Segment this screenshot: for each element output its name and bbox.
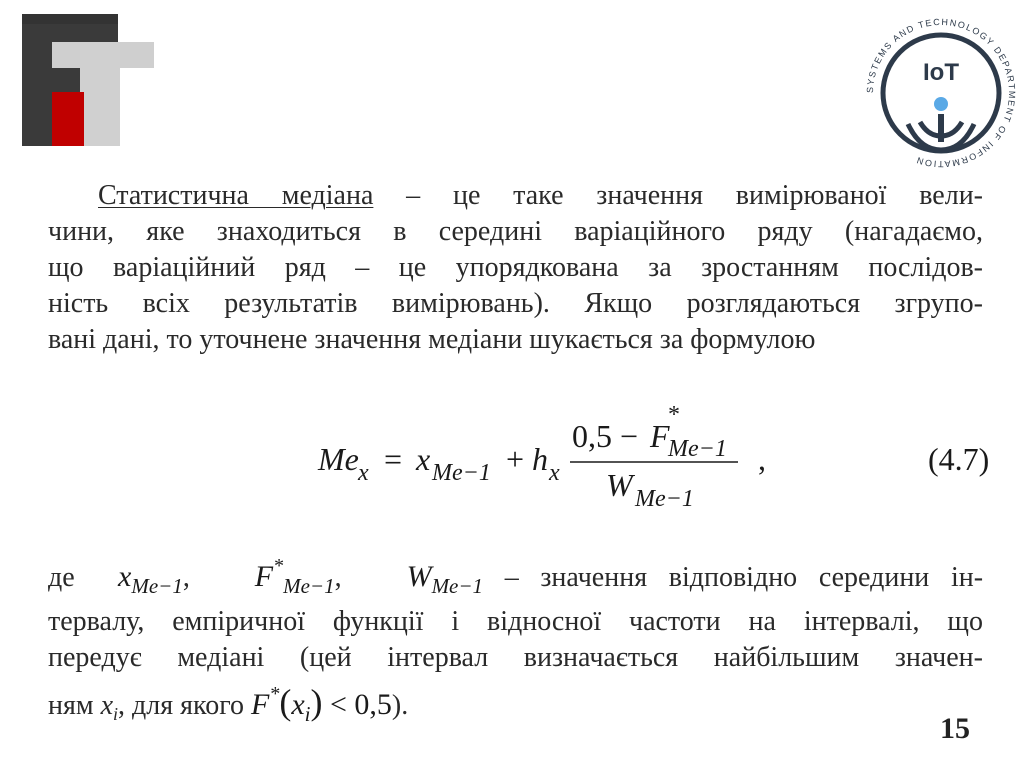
- paragraph-median-definition: [48, 178, 983, 358]
- text-line: чини, яке знаходиться в середині варіаційного ряду (нагадаємо,: [48, 216, 983, 247]
- formula-eq: =: [384, 441, 403, 477]
- formula-x: x: [416, 441, 431, 477]
- page-number: 15: [940, 712, 970, 745]
- symbol-x-me: $x_{Me-1}$: [118, 560, 183, 598]
- text-fragment: – це таке значення вимірюваної вели-: [373, 180, 984, 211]
- text-fragment: ,: [182, 562, 190, 593]
- expr-F-star-xi: $F^*(x_i) < 0,5$: [251, 682, 392, 726]
- formula-comma: ,: [758, 441, 766, 477]
- paragraph-symbols-explanation: [48, 548, 983, 732]
- formula-h-sub: x: [549, 460, 560, 486]
- text-line: вані дані, то уточнене значення медіани шукається за формулою: [48, 324, 816, 355]
- formula-num-F-sub: Me−1: [668, 436, 727, 462]
- text-line: тервалу, емпіричної функції і відносної частоти на інтервалі, що: [48, 606, 983, 637]
- term-statistical-median: Статистична медіана: [98, 180, 374, 211]
- text-line: [48, 178, 983, 214]
- formula-num-const: 0,5 −: [572, 418, 639, 454]
- formula-den-W-sub: Me−1: [635, 486, 694, 512]
- formula-h: h: [532, 441, 548, 477]
- symbol-W-me: $W_{Me-1}$: [406, 560, 484, 598]
- formula-lhs: Me: [318, 441, 359, 477]
- iot-center-text: IoT: [923, 59, 959, 86]
- text-line: передує медіані (цей інтервал визначається найбільшим значен-: [48, 642, 983, 673]
- formula-number: (4.7): [928, 441, 990, 477]
- text-line: ність всіх результатів вимірювань). Якщо розглядаються згрупо-: [48, 288, 983, 319]
- text-line: що варіаційний ряд – це упорядкована за зростанням послідов-: [48, 252, 983, 283]
- symbol-F-me: $F^*_{Me-1}$: [254, 555, 335, 598]
- iot-logo: [858, 10, 1024, 176]
- symbol-xi: $x_i$: [100, 690, 119, 724]
- text-fragment: – значення відповідно середини ін-: [504, 562, 984, 593]
- text-line: [48, 548, 983, 604]
- svg-text:SYSTEMS AND TECHNOLOGY DEPARTM: [865, 17, 1017, 169]
- formula-num-F-sup: *: [668, 402, 680, 428]
- formula-num-F: F: [650, 418, 670, 454]
- iot-ring-text: SYSTEMS AND TECHNOLOGY DEPARTMENT OF INFORMATION: [864, 16, 1018, 170]
- text-fragment: де: [48, 562, 75, 593]
- text-fragment: ,: [334, 562, 342, 593]
- formula-plus: +: [506, 441, 525, 477]
- iot-dot-icon: [934, 97, 948, 111]
- text-line: ням $x_i$, для якого $F^*(x_i) < 0,5$).: [48, 682, 409, 726]
- formula-x-sub: Me−1: [432, 460, 491, 486]
- formula-lhs-sub: x: [358, 460, 369, 486]
- formula-median: [0, 400, 1024, 520]
- formula-den-W: W: [606, 467, 633, 503]
- ft-logo: [22, 14, 154, 146]
